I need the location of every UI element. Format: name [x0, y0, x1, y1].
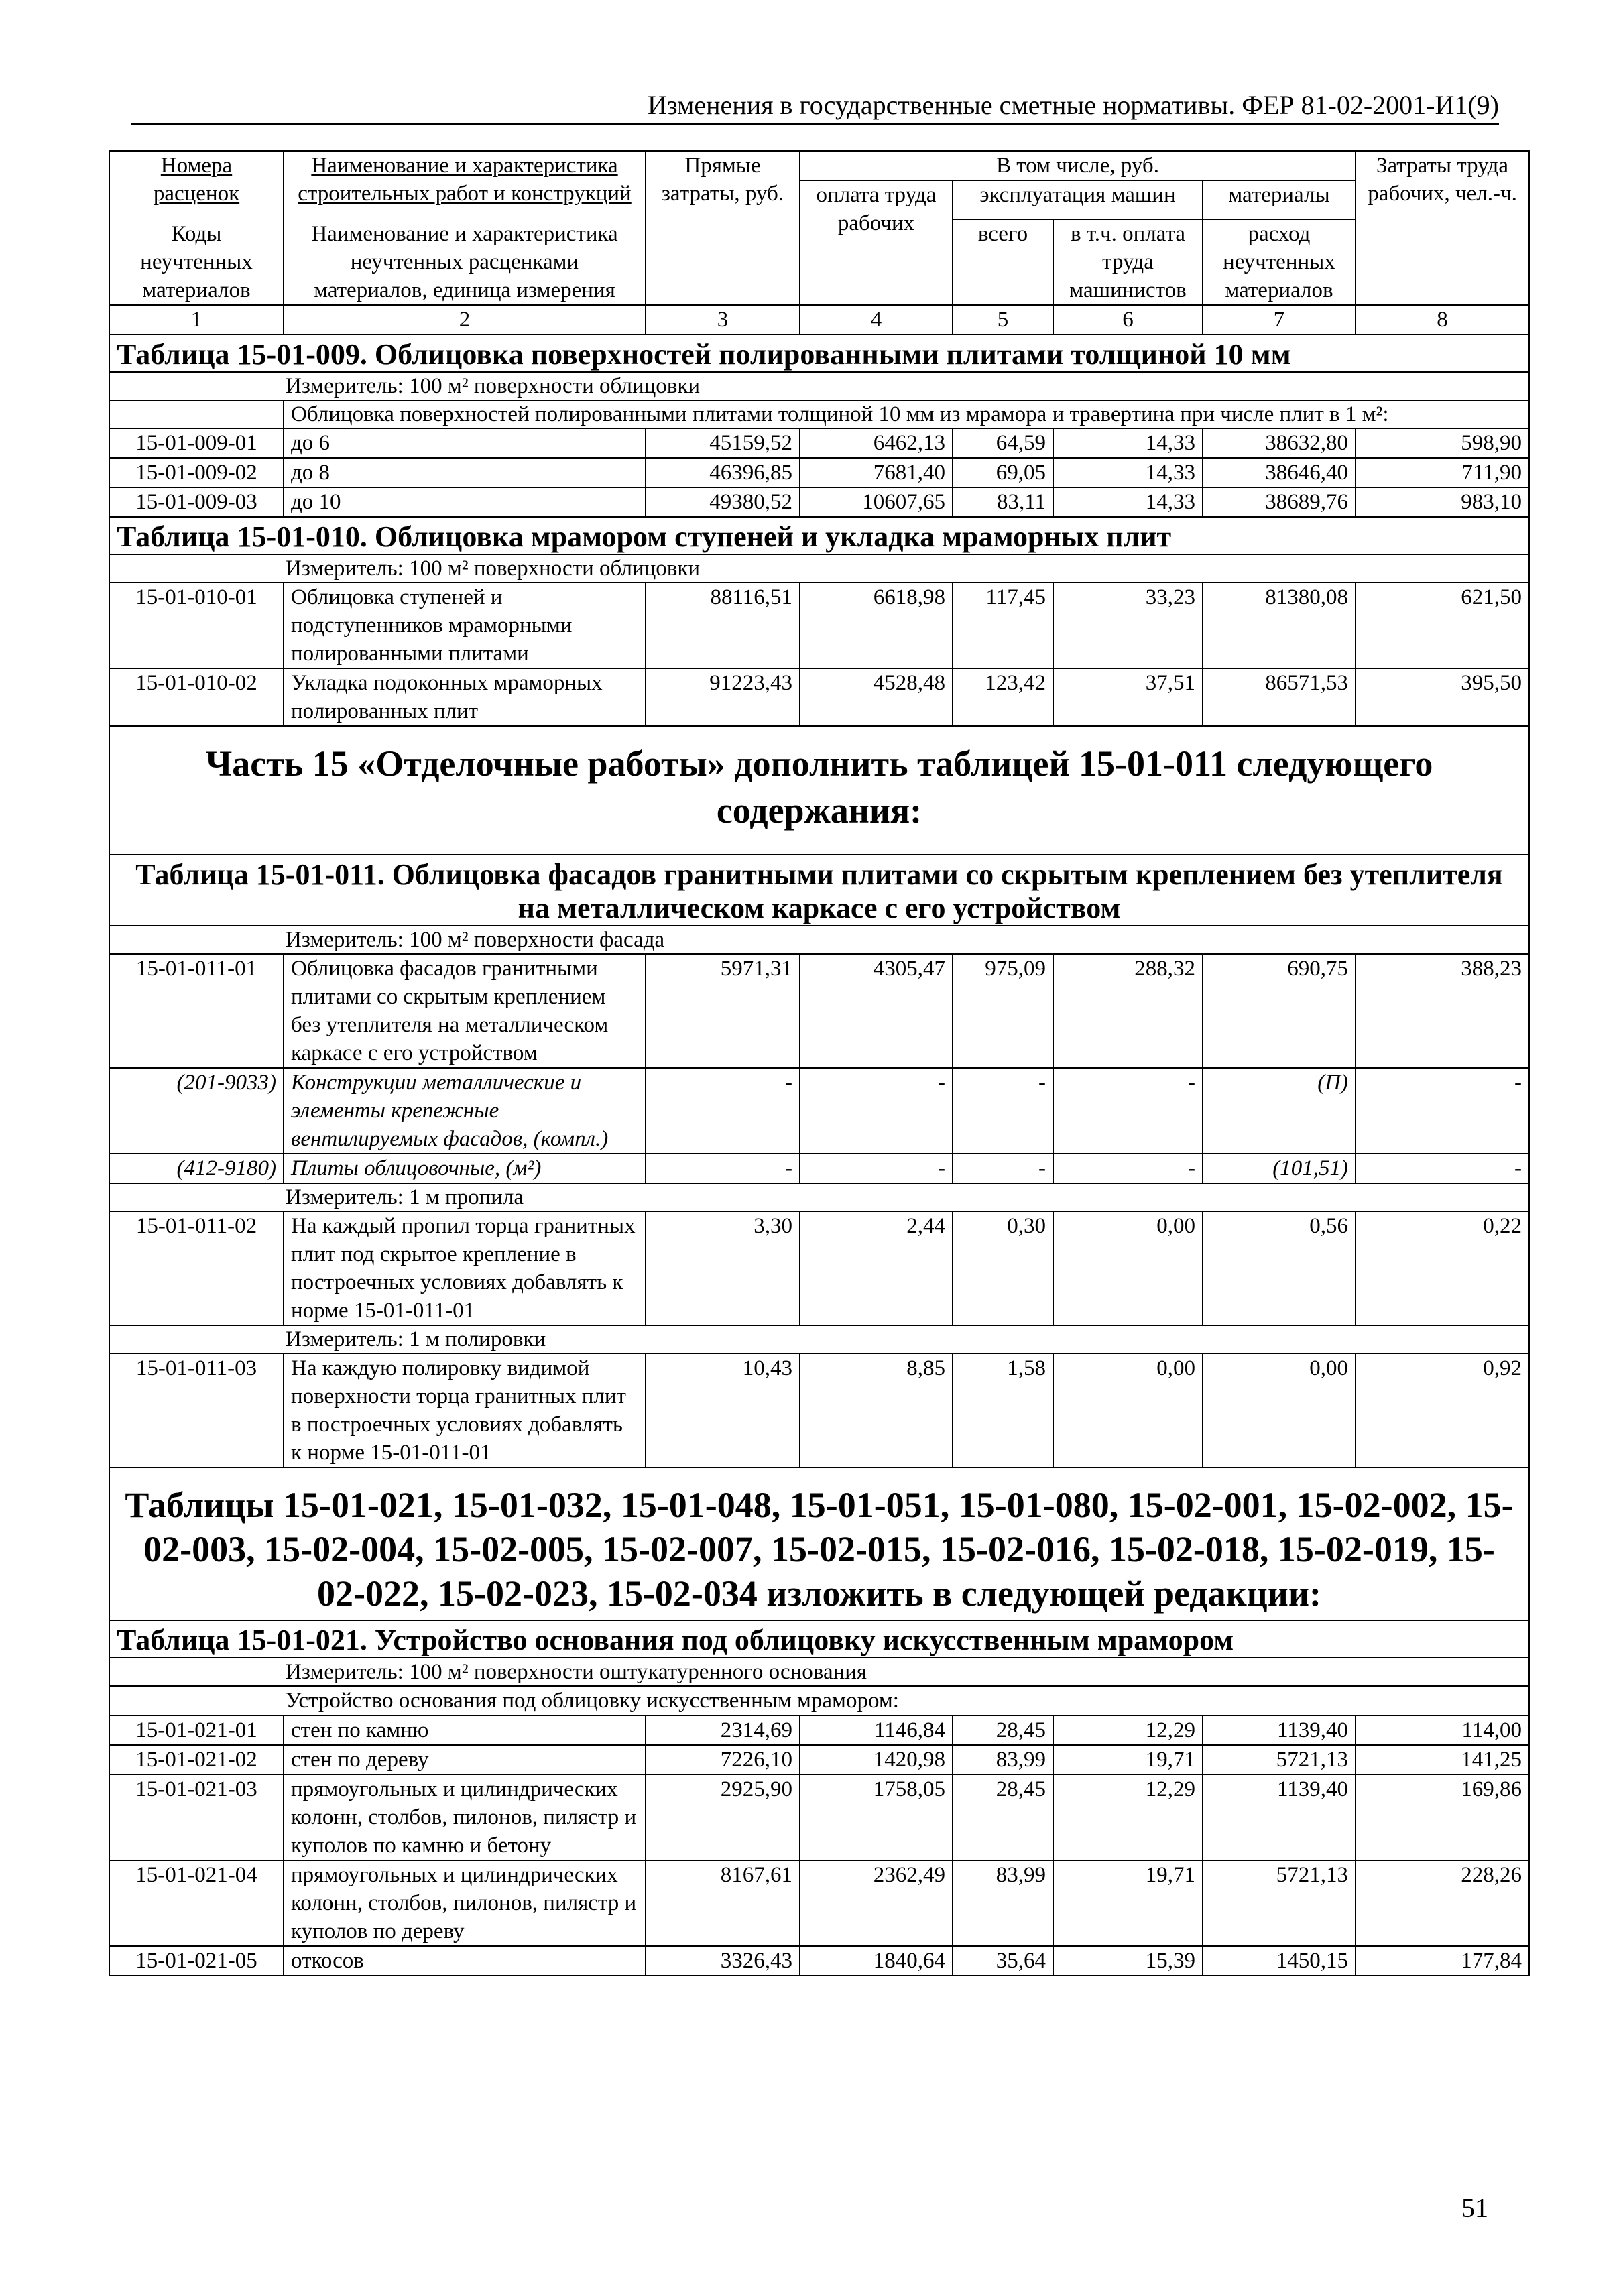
table-row: [109, 1774, 1529, 1860]
rate-code: 15-01-009-02: [109, 458, 284, 487]
table-title: Таблица 15-01-011. Облицовка фасадов гранитными плитами со скрытым креплением без утеплителя на металлическом каркасе с его устройством: [109, 855, 1529, 926]
machinist-pay: 288,32: [1053, 954, 1203, 1068]
labor-pay: -: [800, 1154, 953, 1183]
name-header-top: Наименование и характеристика строительных работ и конструкций: [298, 154, 632, 206]
rate-code: 15-01-010-02: [109, 668, 284, 726]
materials-cost: 81380,08: [1203, 583, 1356, 668]
direct-cost: 49380,52: [646, 487, 800, 517]
rate-name: стен по дереву: [284, 1745, 646, 1774]
part15-heading: Часть 15 «Отделочные работы» дополнить таблицей 15-01-011 следующего содержания:: [109, 726, 1529, 855]
materials-cost: 86571,53: [1203, 668, 1356, 726]
machinist-pay: 14,33: [1053, 458, 1203, 487]
meter-label: Измеритель: 100 м² поверхности облицовки: [109, 372, 1529, 400]
direct-cost: 2925,90: [646, 1774, 800, 1860]
machines-total: -: [953, 1068, 1053, 1154]
machines-total: 123,42: [953, 668, 1053, 726]
labor-hours: 598,90: [1356, 428, 1529, 458]
table-row: [109, 458, 1529, 487]
table-row: [109, 668, 1529, 726]
table-row: [109, 1946, 1529, 1976]
rate-code: 15-01-010-01: [109, 583, 284, 668]
machines-total: 975,09: [953, 954, 1053, 1068]
machines-total: 0,30: [953, 1211, 1053, 1325]
meter-label: Измеритель: 1 м пропила: [109, 1183, 1529, 1211]
machinist-pay: 37,51: [1053, 668, 1203, 726]
table-row: [109, 1211, 1529, 1325]
tables-heading: Таблицы 15-01-021, 15-01-032, 15-01-048, 15-01-051, 15-01-080, 15-02-001, 15-02-002, 15-02-003, 15-02-004, 15-02-005, 15-02-007, 15-02-015, 15-02-016, 15-02-018, 15-02-019, 15-02-022, 15-02-023, 15-02-034 изложить в следующей редакции:: [109, 1467, 1529, 1620]
codes-header-bottom: Коды неучтенных материалов: [140, 222, 253, 302]
section-description: Устройство основания под облицовку искусственным мрамором:: [109, 1686, 1529, 1715]
colnum: 7: [1203, 305, 1356, 335]
materials-header: материалы: [1203, 180, 1356, 219]
direct-cost: 46396,85: [646, 458, 800, 487]
rate-name: Укладка подоконных мраморных полированных плит: [284, 668, 646, 726]
direct-cost: 3,30: [646, 1211, 800, 1325]
table-row: [109, 954, 1529, 1068]
labor-pay: 2362,49: [800, 1860, 953, 1946]
direct-cost: 91223,43: [646, 668, 800, 726]
labor-hours: 0,92: [1356, 1353, 1529, 1467]
table-row: [109, 583, 1529, 668]
machinist-pay: 14,33: [1053, 487, 1203, 517]
material-name: Плиты облицовочные, (м²): [284, 1154, 646, 1183]
machines-total: 69,05: [953, 458, 1053, 487]
colnum: 3: [646, 305, 800, 335]
table-row: [109, 487, 1529, 517]
machines-incl-header: в т.ч. оплата труда машинистов: [1053, 219, 1203, 305]
rate-code: 15-01-021-03: [109, 1774, 284, 1860]
rate-code: 15-01-011-02: [109, 1211, 284, 1325]
colnum: 5: [953, 305, 1053, 335]
direct-cost: 8167,61: [646, 1860, 800, 1946]
machinist-pay: 12,29: [1053, 1774, 1203, 1860]
blank-cell: [109, 400, 284, 428]
table-title: Таблица 15-01-009. Облицовка поверхностей полированными плитами толщиной 10 мм: [109, 335, 1529, 372]
section-description: Облицовка поверхностей полированными плитами толщиной 10 мм из мрамора и травертина при числе плит в 1 м²:: [284, 400, 1529, 428]
material-name: Конструкции металлические и элементы крепежные вентилируемых фасадов, (компл.): [284, 1068, 646, 1154]
incl-header: В том числе, руб.: [800, 151, 1356, 180]
labor-pay: 8,85: [800, 1353, 953, 1467]
rate-name: На каждый пропил торца гранитных плит под скрытое крепление в построечных условиях добавлять к норме 15-01-011-01: [284, 1211, 646, 1325]
meter-label: Измеритель: 100 м² поверхности облицовки: [109, 554, 1529, 583]
labor-hours: 983,10: [1356, 487, 1529, 517]
table-row: [109, 1745, 1529, 1774]
labor-hours: 0,22: [1356, 1211, 1529, 1325]
machinist-pay: 12,29: [1053, 1715, 1203, 1745]
machinist-pay: 0,00: [1053, 1353, 1203, 1467]
meter-label: Измеритель: 100 м² поверхности фасада: [109, 926, 1529, 954]
machines-total: 28,45: [953, 1774, 1053, 1860]
machines-total: 35,64: [953, 1946, 1053, 1976]
materials-cost: 38689,76: [1203, 487, 1356, 517]
machines-total: 83,99: [953, 1745, 1053, 1774]
labor-pay: 7681,40: [800, 458, 953, 487]
direct-cost: 5971,31: [646, 954, 800, 1068]
labor-header: Затраты труда рабочих, чел.-ч.: [1356, 151, 1529, 305]
labor-pay: 1840,64: [800, 1946, 953, 1976]
material-code: (412-9180): [109, 1154, 284, 1183]
material-code: (201-9033): [109, 1068, 284, 1154]
colnum: 8: [1356, 305, 1529, 335]
machinist-pay: 19,71: [1053, 1860, 1203, 1946]
rate-code: 15-01-021-02: [109, 1745, 284, 1774]
labor-pay: 10607,65: [800, 487, 953, 517]
rate-name: прямоугольных и цилиндрических колонн, столбов, пилонов, пилястр и куполов по камню и бетону: [284, 1774, 646, 1860]
labor-hours: 169,86: [1356, 1774, 1529, 1860]
table-row: [109, 1715, 1529, 1745]
codes-header: [109, 151, 284, 305]
rate-name: до 8: [284, 458, 646, 487]
machines-total: 83,99: [953, 1860, 1053, 1946]
codes-header-top: Номера расценок: [153, 154, 240, 206]
rate-code: 15-01-021-04: [109, 1860, 284, 1946]
colnum: 2: [284, 305, 646, 335]
direct-cost: -: [646, 1068, 800, 1154]
labor-hours: 141,25: [1356, 1745, 1529, 1774]
materials-cost: 0,00: [1203, 1353, 1356, 1467]
labor-pay: 1758,05: [800, 1774, 953, 1860]
direct-cost: 3326,43: [646, 1946, 800, 1976]
direct-cost: 45159,52: [646, 428, 800, 458]
labor-pay: 1420,98: [800, 1745, 953, 1774]
machinist-pay: 33,23: [1053, 583, 1203, 668]
machinist-pay: 19,71: [1053, 1745, 1203, 1774]
table-row: [109, 428, 1529, 458]
rate-name: откосов: [284, 1946, 646, 1976]
machines-total: 83,11: [953, 487, 1053, 517]
header-row: [109, 151, 1529, 180]
materials-cost: 38632,80: [1203, 428, 1356, 458]
meter-label: Измеритель: 1 м полировки: [109, 1325, 1529, 1353]
labor-pay: 4528,48: [800, 668, 953, 726]
meter-label: Измеритель: 100 м² поверхности оштукатуренного основания: [109, 1658, 1529, 1686]
table-title: Таблица 15-01-010. Облицовка мрамором ступеней и укладка мраморных плит: [109, 517, 1529, 554]
colnum: 6: [1053, 305, 1203, 335]
machines-header: эксплуатация машин: [953, 180, 1203, 219]
materials-cost: 690,75: [1203, 954, 1356, 1068]
pay-header: оплата труда рабочих: [800, 180, 953, 305]
materials-cost: (101,51): [1203, 1154, 1356, 1183]
rate-code: 15-01-011-01: [109, 954, 284, 1068]
rate-code: 15-01-011-03: [109, 1353, 284, 1467]
labor-hours: 711,90: [1356, 458, 1529, 487]
page-number: 51: [1461, 2193, 1488, 2223]
machines-total: -: [953, 1154, 1053, 1183]
materials-cost: 1450,15: [1203, 1946, 1356, 1976]
materials-sub-header: расход неучтенных материалов: [1203, 219, 1356, 305]
machinist-pay: 15,39: [1053, 1946, 1203, 1976]
machinist-pay: -: [1053, 1068, 1203, 1154]
labor-hours: 228,26: [1356, 1860, 1529, 1946]
labor-pay: 2,44: [800, 1211, 953, 1325]
rate-name: прямоугольных и цилиндрических колонн, столбов, пилонов, пилястр и куполов по дереву: [284, 1860, 646, 1946]
material-row: [109, 1154, 1529, 1183]
machines-total: 117,45: [953, 583, 1053, 668]
name-header: [284, 151, 646, 305]
labor-pay: -: [800, 1068, 953, 1154]
labor-hours: 395,50: [1356, 668, 1529, 726]
direct-header: Прямые затраты, руб.: [646, 151, 800, 305]
table-title: Таблица 15-01-021. Устройство основания под облицовку искусственным мрамором: [109, 1620, 1529, 1658]
labor-hours: 621,50: [1356, 583, 1529, 668]
header-title: Изменения в государственные сметные нормативы. ФЕР 81-02-2001-И1(9): [647, 90, 1499, 120]
rate-name: Облицовка фасадов гранитными плитами со скрытым креплением без утеплителя на металлическом каркасе с его устройством: [284, 954, 646, 1068]
colnum: 4: [800, 305, 953, 335]
labor-hours: 388,23: [1356, 954, 1529, 1068]
rate-name: до 10: [284, 487, 646, 517]
rate-code: 15-01-021-05: [109, 1946, 284, 1976]
labor-hours: -: [1356, 1154, 1529, 1183]
machines-total: 64,59: [953, 428, 1053, 458]
machines-all-header: всего: [953, 219, 1053, 305]
direct-cost: 2314,69: [646, 1715, 800, 1745]
machines-total: 1,58: [953, 1353, 1053, 1467]
page-header: [131, 83, 1499, 125]
direct-cost: 10,43: [646, 1353, 800, 1467]
machinist-pay: 0,00: [1053, 1211, 1203, 1325]
labor-hours: 114,00: [1356, 1715, 1529, 1745]
rate-name: стен по камню: [284, 1715, 646, 1745]
labor-pay: 6618,98: [800, 583, 953, 668]
direct-cost: 7226,10: [646, 1745, 800, 1774]
labor-hours: -: [1356, 1068, 1529, 1154]
rate-name: до 6: [284, 428, 646, 458]
materials-cost: 38646,40: [1203, 458, 1356, 487]
materials-cost: 5721,13: [1203, 1745, 1356, 1774]
materials-cost: 0,56: [1203, 1211, 1356, 1325]
material-row: [109, 1068, 1529, 1154]
labor-pay: 4305,47: [800, 954, 953, 1068]
rate-code: 15-01-021-01: [109, 1715, 284, 1745]
materials-cost: 1139,40: [1203, 1715, 1356, 1745]
rate-code: 15-01-009-03: [109, 487, 284, 517]
machinist-pay: 14,33: [1053, 428, 1203, 458]
column-numbers-row: [109, 305, 1529, 335]
machinist-pay: -: [1053, 1154, 1203, 1183]
norms-table: [109, 150, 1530, 1976]
name-header-bottom: Наименование и характеристика неучтенных расценками материалов, единица измерения: [311, 222, 618, 302]
machines-total: 28,45: [953, 1715, 1053, 1745]
direct-cost: 88116,51: [646, 583, 800, 668]
table-row: [109, 1860, 1529, 1946]
rate-code: 15-01-009-01: [109, 428, 284, 458]
direct-cost: -: [646, 1154, 800, 1183]
table-row: [109, 1353, 1529, 1467]
labor-pay: 1146,84: [800, 1715, 953, 1745]
labor-pay: 6462,13: [800, 428, 953, 458]
colnum: 1: [109, 305, 284, 335]
rate-name: На каждую полировку видимой поверхности торца гранитных плит в построечных условиях добавлять к норме 15-01-011-01: [284, 1353, 646, 1467]
materials-cost: 5721,13: [1203, 1860, 1356, 1946]
materials-cost: 1139,40: [1203, 1774, 1356, 1860]
rate-name: Облицовка ступеней и подступенников мраморными полированными плитами: [284, 583, 646, 668]
labor-hours: 177,84: [1356, 1946, 1529, 1976]
materials-cost: (П): [1203, 1068, 1356, 1154]
